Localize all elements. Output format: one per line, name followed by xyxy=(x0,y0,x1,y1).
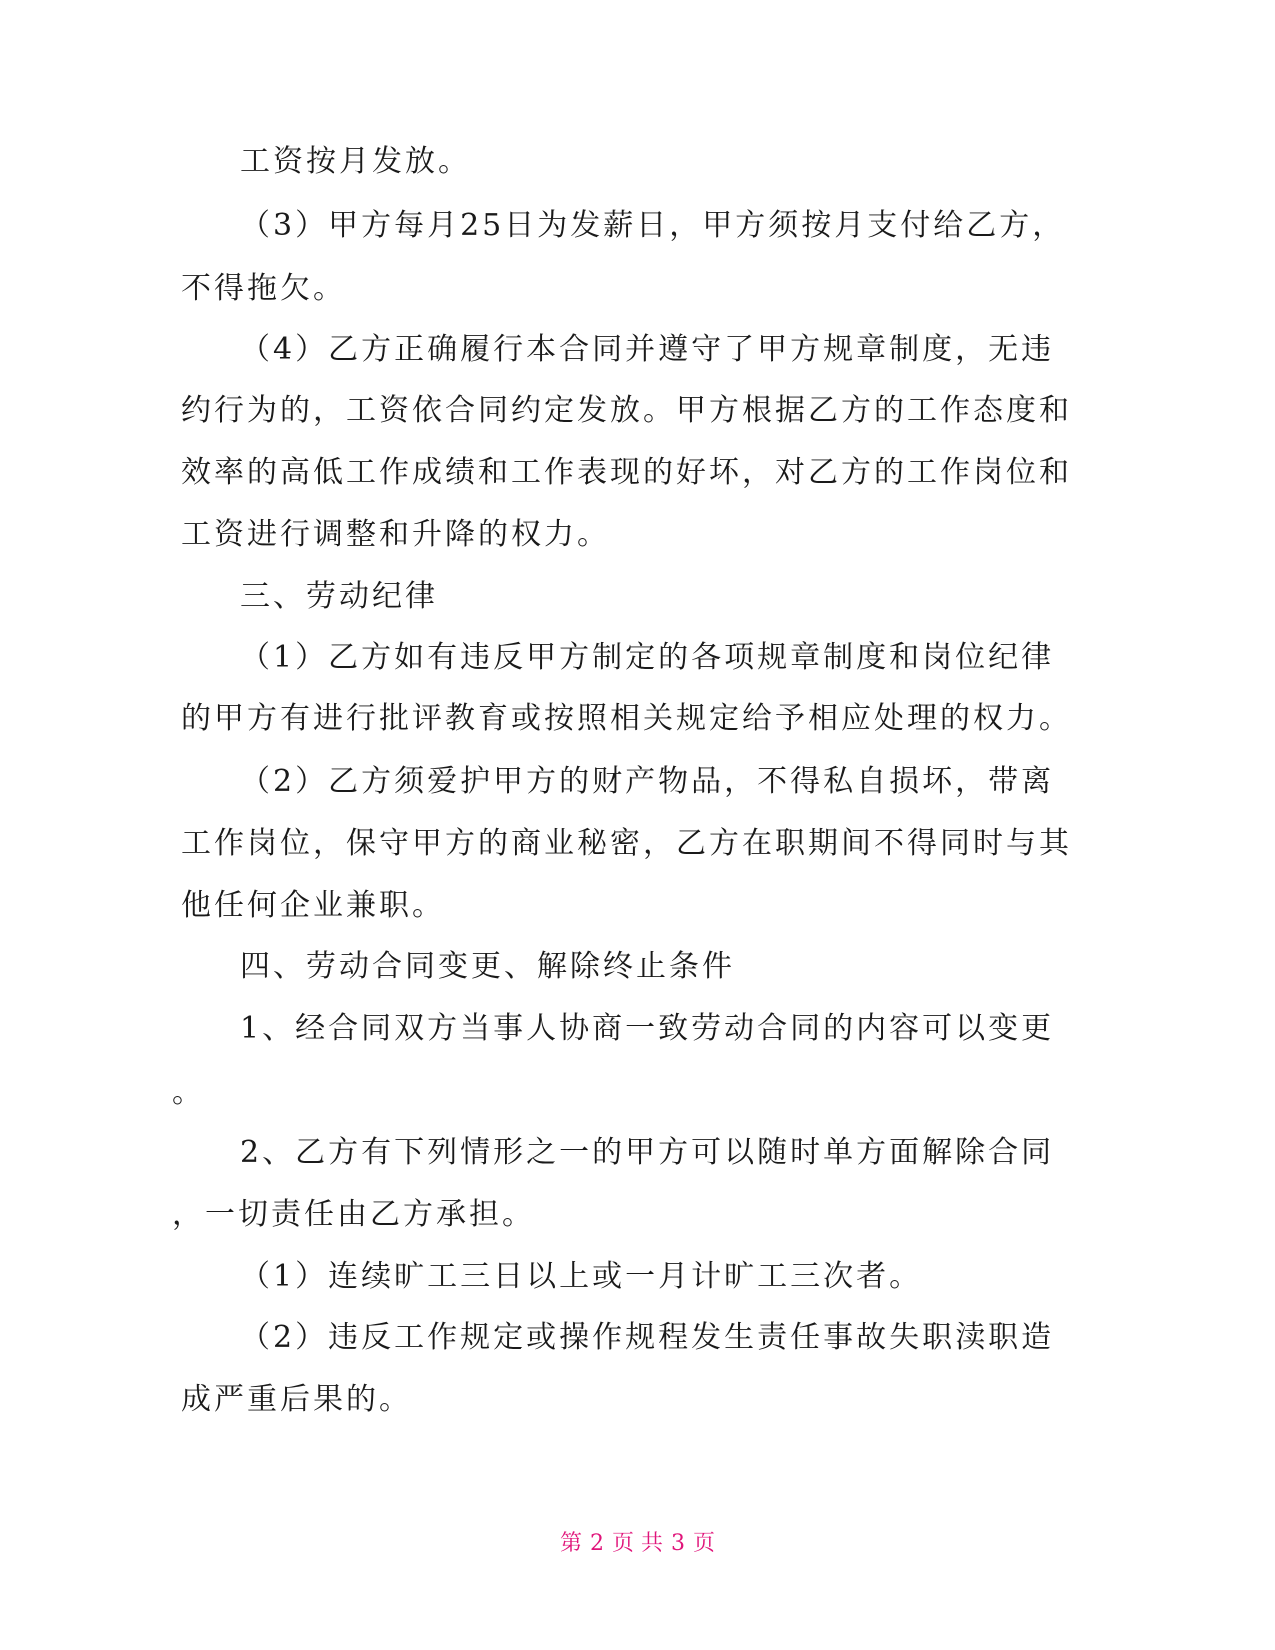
paragraph-line: （2）违反工作规定或操作规程发生责任事故失职渎职造 xyxy=(240,1320,1055,1355)
paragraph-line: （4）乙方正确履行本合同并遵守了甲方规章制度，无违 xyxy=(240,332,1055,367)
paragraph-line: （1）连续旷工三日以上或一月计旷工三次者。 xyxy=(240,1259,923,1294)
footer-suffix: 页 xyxy=(693,1531,716,1556)
paragraph-line: 约行为的，工资依合同约定发放。甲方根据乙方的工作态度和 xyxy=(181,393,1072,428)
paragraph-line: （3）甲方每月25日为发薪日，甲方须按月支付给乙方， xyxy=(240,208,1066,243)
section-heading: 三、劳动纪律 xyxy=(240,579,438,614)
paragraph-line: 1、经合同双方当事人协商一致劳动合同的内容可以变更 xyxy=(240,1011,1055,1046)
paragraph-line: 他任何企业兼职。 xyxy=(181,888,445,923)
paragraph-line: 工资进行调整和升降的权力。 xyxy=(181,517,610,552)
paragraph-line: （2）乙方须爱护甲方的财产物品，不得私自损坏，带离 xyxy=(240,764,1055,799)
paragraph-line: ，一切责任由乙方承担。 xyxy=(172,1197,535,1232)
paragraph-line: 成严重后果的。 xyxy=(181,1382,412,1417)
page-number-footer xyxy=(0,1529,1275,1559)
paragraph-line: 2、乙方有下列情形之一的甲方可以随时单方面解除合同 xyxy=(240,1135,1055,1170)
paragraph-line: 的甲方有进行批评教育或按照相关规定给予相应处理的权力。 xyxy=(181,701,1072,736)
section-heading: 四、劳动合同变更、解除终止条件 xyxy=(240,949,735,984)
footer-prefix: 第 xyxy=(559,1531,582,1556)
paragraph-line: 工作岗位，保守甲方的商业秘密，乙方在职期间不得同时与其 xyxy=(181,826,1072,861)
footer-middle: 页 共 xyxy=(612,1531,663,1556)
paragraph-line: （1）乙方如有违反甲方制定的各项规章制度和岗位纪律 xyxy=(240,640,1055,675)
paragraph-line: 不得拖欠。 xyxy=(181,271,346,306)
current-page-number: 2 xyxy=(590,1531,604,1556)
total-page-number: 3 xyxy=(671,1531,685,1556)
paragraph-line: 工资按月发放。 xyxy=(240,144,471,179)
paragraph-line: 效率的高低工作成绩和工作表现的好坏，对乙方的工作岗位和 xyxy=(181,455,1072,490)
paragraph-line: 。 xyxy=(172,1075,205,1110)
